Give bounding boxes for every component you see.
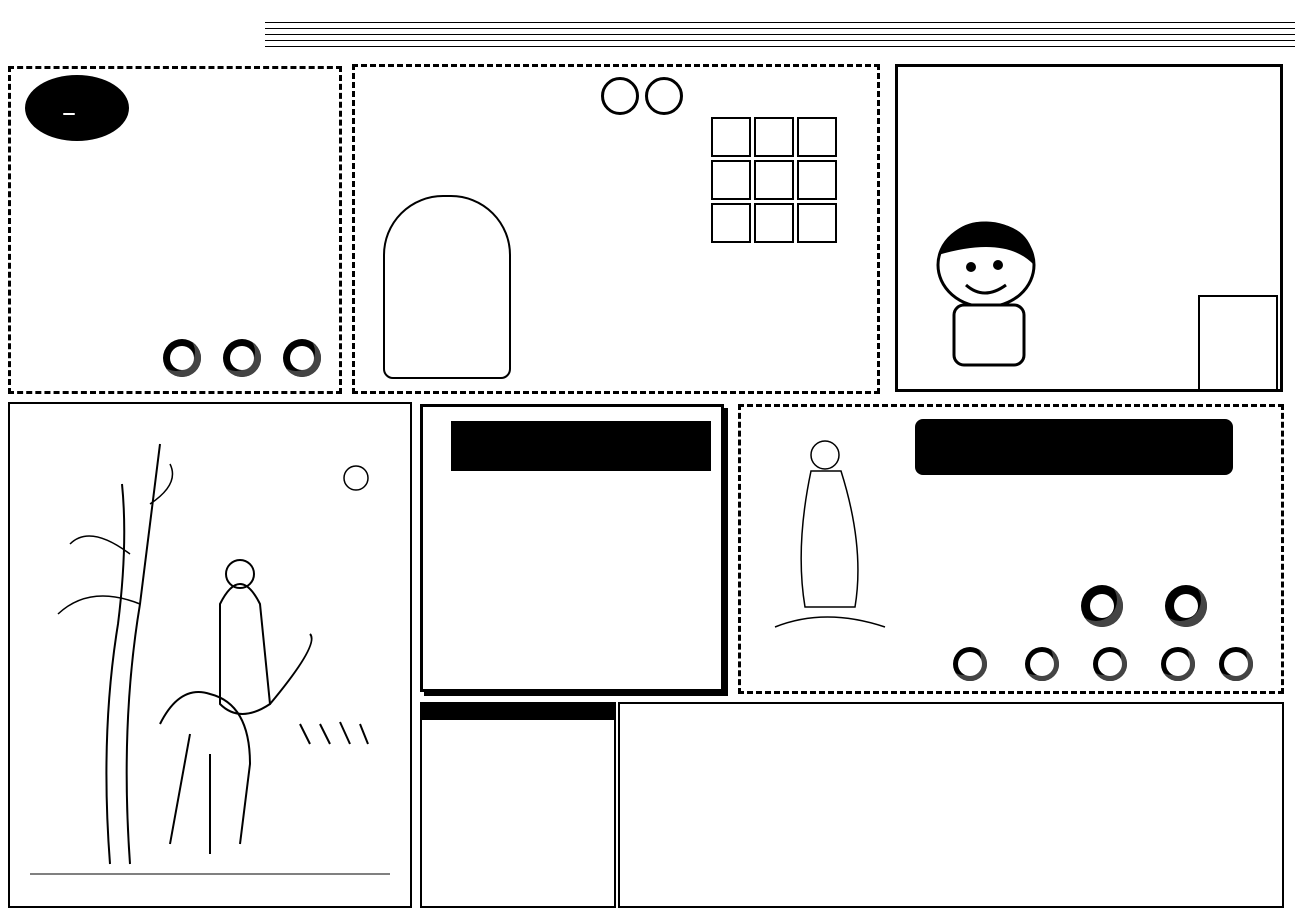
- lucky-box: [383, 195, 511, 379]
- trend-dots: [620, 704, 1282, 906]
- sage-illustration: [755, 427, 905, 647]
- results-table: [420, 702, 616, 908]
- illustration-frame: [8, 402, 412, 908]
- offer-ball-1: [163, 339, 201, 377]
- header-bar: [265, 18, 1295, 54]
- body-col-1: [751, 227, 871, 387]
- offer-ball-2: [223, 339, 261, 377]
- body-col-4: [359, 109, 509, 189]
- mascot-icon: [916, 205, 1066, 385]
- horseman-illustration: [10, 404, 410, 904]
- body-col-2: [625, 109, 687, 381]
- badge: [25, 75, 129, 141]
- grid-cell: [711, 117, 751, 157]
- panel-nine-palace: [352, 64, 880, 394]
- more-ball-5: [1219, 647, 1253, 681]
- badge-bottom: [63, 113, 75, 115]
- more-ball-1: [953, 647, 987, 681]
- results-heading: [422, 704, 614, 720]
- internal-badge: [1198, 295, 1278, 391]
- grid-cell: [754, 117, 794, 157]
- grid-cell: [711, 203, 751, 243]
- panel-logo: [895, 64, 1283, 392]
- body-col-3: [515, 127, 621, 381]
- more-ball-3: [1093, 647, 1127, 681]
- pick-ball-1: [1081, 585, 1123, 627]
- trend-grid: [618, 702, 1284, 908]
- grid-cell: [797, 160, 837, 200]
- pick-ball-2: [1165, 585, 1207, 627]
- panel-picture-riddle: [420, 404, 724, 692]
- picks-heading: [915, 419, 1233, 475]
- offer-ball-3: [283, 339, 321, 377]
- grid-cell: [754, 160, 794, 200]
- grid-cell: [711, 160, 751, 200]
- nine-grid: [711, 117, 837, 243]
- panel-tip: [8, 66, 342, 394]
- more-ball-2: [1025, 647, 1059, 681]
- panel-computer-picks: [738, 404, 1284, 694]
- more-ball-4: [1161, 647, 1195, 681]
- grid-cell: [797, 117, 837, 157]
- riddle-heading: [451, 421, 711, 471]
